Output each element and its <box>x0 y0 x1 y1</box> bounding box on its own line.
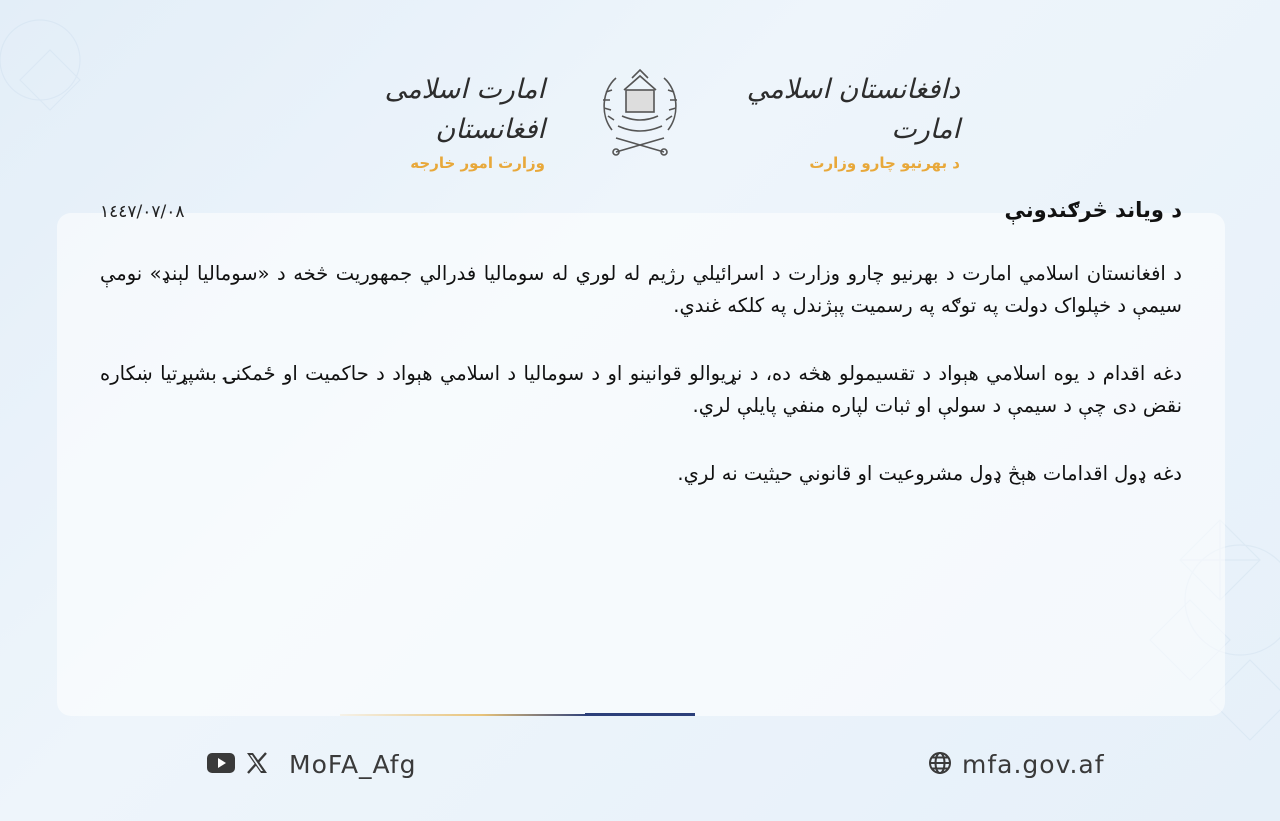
statement-paragraph-2: دغه اقدام د يوه اسلامي هېواد د تقسيمولو هڅه ده، د نړيوالو قوانينو او د سوماليا د اسلامي هېواد د حاکميت او ځمکنۍ بشپړتيا ښکاره نقض دی چې د سيمې د سولې او ثبات لپاره منفي پايلې لري. <box>100 362 1182 417</box>
statement-date: ١٤٤٧/٠٧/٠٨ <box>100 202 185 222</box>
globe-icon <box>928 751 952 779</box>
footer-divider-accent <box>585 713 695 716</box>
letterhead-right-title: دافغانستان اسلامي امارت <box>746 74 960 145</box>
letterhead-right <box>730 70 960 172</box>
website-link[interactable] <box>928 750 1105 779</box>
letterhead-left-title: امارت اسلامی افغانستان <box>384 74 545 145</box>
statement-body <box>100 258 1182 526</box>
letterhead <box>0 60 1280 172</box>
social-handle[interactable]: MoFA_Afg <box>289 750 417 779</box>
letterhead-right-subtitle: د بهرنیو چارو وزارت <box>809 154 960 172</box>
youtube-icon[interactable] <box>207 753 235 777</box>
x-twitter-icon[interactable] <box>245 752 269 778</box>
letterhead-left-subtitle: وزارت امور خارجه <box>410 154 545 172</box>
statement-paragraph-3: دغه ډول اقدامات هېڅ ډول مشروعيت او قانوني حيثيت نه لري. <box>677 462 1182 485</box>
website-url[interactable]: mfa.gov.af <box>962 750 1105 779</box>
letterhead-left <box>315 70 545 172</box>
social-links <box>207 750 416 779</box>
statement-title: د وياند څرګندونې <box>1004 198 1182 222</box>
statement-paragraph-1: د افغانستان اسلامي امارت د بهرنيو چارو وزارت د اسرائيلي رژيم له لوري له سوماليا فدرالي جمهوريت څخه د «سوماليا لېنډ» نومې سيمې د خپلواک دولت په توګه په رسميت پېژندل په کلکه غندي. <box>100 262 1182 317</box>
emblem-icon <box>594 60 686 160</box>
